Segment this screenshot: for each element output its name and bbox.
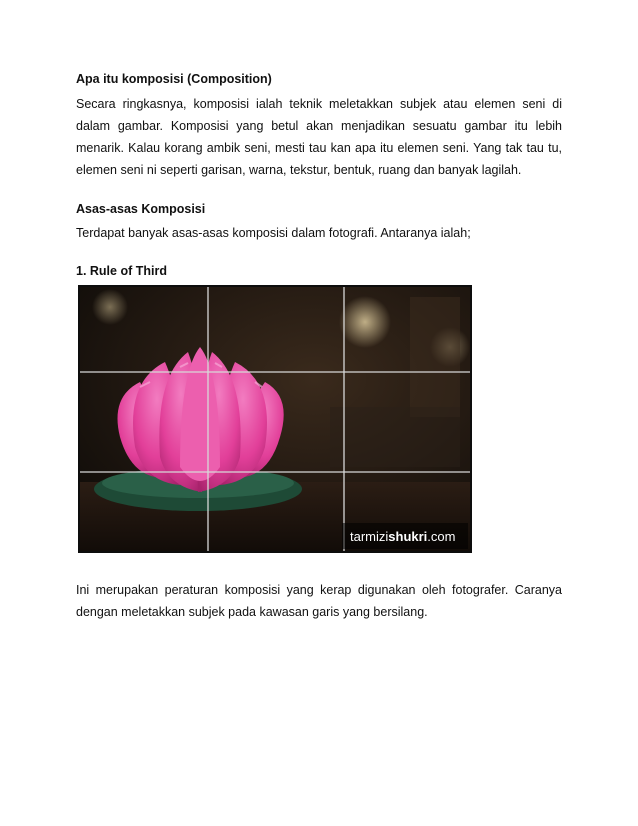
- lotus-photo: [78, 285, 472, 553]
- paragraph-line: Ini merupakan peraturan komposisi yang kerap digunakan oleh fotografer. Caranya: [76, 583, 562, 597]
- caption-paragraph: [76, 579, 562, 623]
- paragraph-line: dalam gambar. Komposisi yang betul akan menjadikan sesuatu gambar itu lebih: [76, 119, 562, 133]
- bokeh-light: [92, 289, 128, 325]
- bokeh-light: [339, 296, 391, 348]
- intro-paragraph: [76, 93, 562, 181]
- rule-of-third-heading: 1. Rule of Third: [76, 264, 167, 278]
- paragraph-line: dengan meletakkan subjek pada kawasan garis yang bersilang.: [76, 605, 428, 619]
- paragraph-line: menarik. Kalau korang ambik seni, mesti tau kan apa itu elemen seni. Yang tak tau tu,: [76, 141, 562, 155]
- watermark-text: tarmizishukri.com: [350, 529, 456, 544]
- section-heading-composition: Apa itu komposisi (Composition): [76, 72, 272, 86]
- section-heading-asas: Asas-asas Komposisi: [76, 202, 206, 216]
- paragraph-line: Secara ringkasnya, komposisi ialah teknik meletakkan subjek atau elemen seni di: [76, 97, 562, 111]
- paragraph-line: elemen seni ni seperti garisan, warna, tekstur, bentuk, ruang dan banyak lagilah.: [76, 163, 522, 177]
- asas-paragraph: Terdapat banyak asas-asas komposisi dalam fotografi. Antaranya ialah;: [76, 226, 471, 240]
